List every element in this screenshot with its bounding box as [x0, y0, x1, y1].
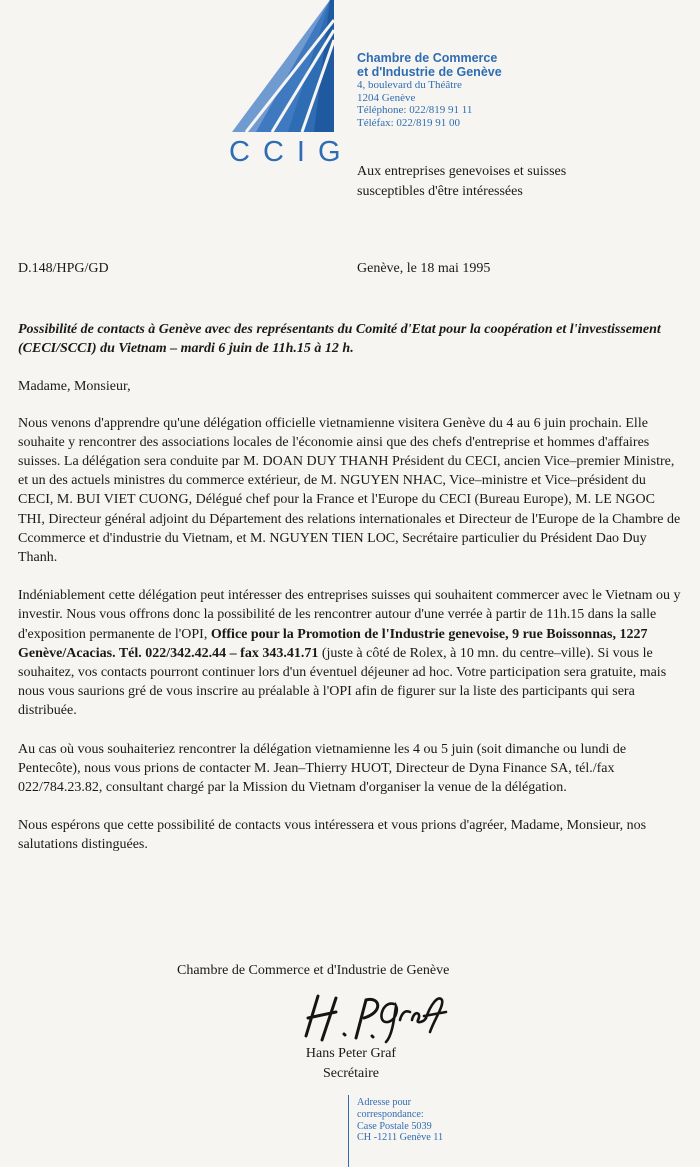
org-name-line1: Chambre de Commerce [357, 51, 498, 65]
reference: D.148/HPG/GD [18, 261, 109, 276]
date: Genève, le 18 mai 1995 [357, 261, 491, 276]
paragraph-3: Au cas où vous souhaiteriez rencontrer la délégation vietnamienne les 4 ou 5 juin (soit dimanche ou lundi de Pentecôte), nous vous prions de contacter M. Jean–Thierry HUOT, Directeur de Dyna Finance SA, tél./fax 022/784.23.82, consultant chargé par la Mission du Vietnam d'organiser la venue de la délégation. [18, 741, 627, 796]
recipient [357, 162, 566, 202]
signer-name: Hans Peter Graf [305, 1046, 397, 1061]
org-name-line2: et d'Industrie de Genève [357, 65, 502, 79]
corr-line3: Case Postale 5039 [357, 1120, 432, 1132]
phone: Téléphone: 022/819 91 11 [357, 104, 473, 117]
recipient-line1: Aux entreprises genevoises et suisses [357, 164, 567, 179]
corr-line1: Adresse pour [357, 1097, 412, 1108]
paragraph-4: Nous espérons que cette possibilité de contacts vous intéressera et vous prions d'agréer, Madame, Monsieur, nos salutations distinguées. [18, 818, 647, 853]
signer-title: Secrétaire [323, 1066, 379, 1081]
logo-text: CCIG [229, 136, 354, 168]
signature [296, 990, 466, 1051]
corr-line2: correspondance: [357, 1108, 424, 1120]
signature-graphic [296, 990, 466, 1046]
corr-line4: CH -1211 Genève 11 [357, 1132, 444, 1144]
paragraph-2-part1: Indéniablement cette délégation peut intéresser des entreprises suisses qui souhaitent commercer avec le Vietnam ou y investir. Nous vous offrons donc la possibilité de les rencontrer autour d'une verrée à partir de 11h.15 dans la salle d'exposition permanente de l'OPI, [18, 588, 681, 642]
letter-body [18, 320, 682, 874]
letterhead-org [357, 51, 502, 129]
paragraph-2 [18, 586, 682, 720]
recipient-line2: susceptibles d'être intéressées [357, 184, 523, 199]
paragraph-2-part2: (juste à côté de Rolex, à 10 mn. du centre–ville). Si vous le souhaitez, vos contacts pourront continuer lors d'un éventuel déjeuner ad hoc. Votre participation sera gratuite, mais nous vous saurions gré de vous inscrire au préalable à l'OPI afin de figurer sur la liste des participants qui sera distribuée. [18, 645, 667, 719]
signer [290, 1044, 412, 1084]
correspondence-rule [348, 1095, 349, 1167]
fax: Téléfax: 022/819 91 00 [357, 116, 460, 129]
subject: Possibilité de contacts à Genève avec des représentants du Comité d'Etat pour la coopération et l'investissement (CECI/SCCI) du Vietnam – mardi 6 juin de 11h.15 à 12 h. [18, 322, 661, 357]
salutation: Madame, Monsieur, [18, 379, 131, 395]
address-line2: 1204 Genève [357, 91, 416, 104]
correspondence-address [357, 1097, 443, 1144]
opi-address: Office pour la Promotion de l'Industrie genevoise, 9 rue Boissonnas, 1227 Genève/Acacias. Tél. 022/342.42.44 – fax 343.41.71 [18, 626, 648, 661]
paragraph-1: Nous venons d'apprendre qu'une délégation officielle vietnamienne visitera Genève du 4 au 6 juin prochain. Elle souhaite y rencontrer des associations locales de l'économie ainsi que des chefs d'entreprise et hommes d'affaires suisses. La délégation sera conduite par M. DOAN DUY THANH Président du CECI, ancien Vice–premier Ministre, et un des actuels ministres du commerce extérieur, de M. NGUYEN NHAC, Vice–ministre et Vice–président du CECI, M. BUI VIET CUONG, Délégué chef pour la France et l'Europe du CECI (Bureau Europe), M. LE NGOC THI, Directeur général adjoint du Département des relations internationales et Directeur de l'Europe de la Chambre de Ccommerce et d'industrie du Vietnam, et M. NGUYEN TIEN LOC, Secrétaire particulier du Président Dao Duy Thanh. [18, 415, 681, 566]
address-line1: 4, boulevard du Théâtre [357, 79, 462, 91]
closing-org: Chambre de Commerce et d'Industrie de Genève [177, 963, 450, 978]
logo-graphic [226, 0, 346, 140]
